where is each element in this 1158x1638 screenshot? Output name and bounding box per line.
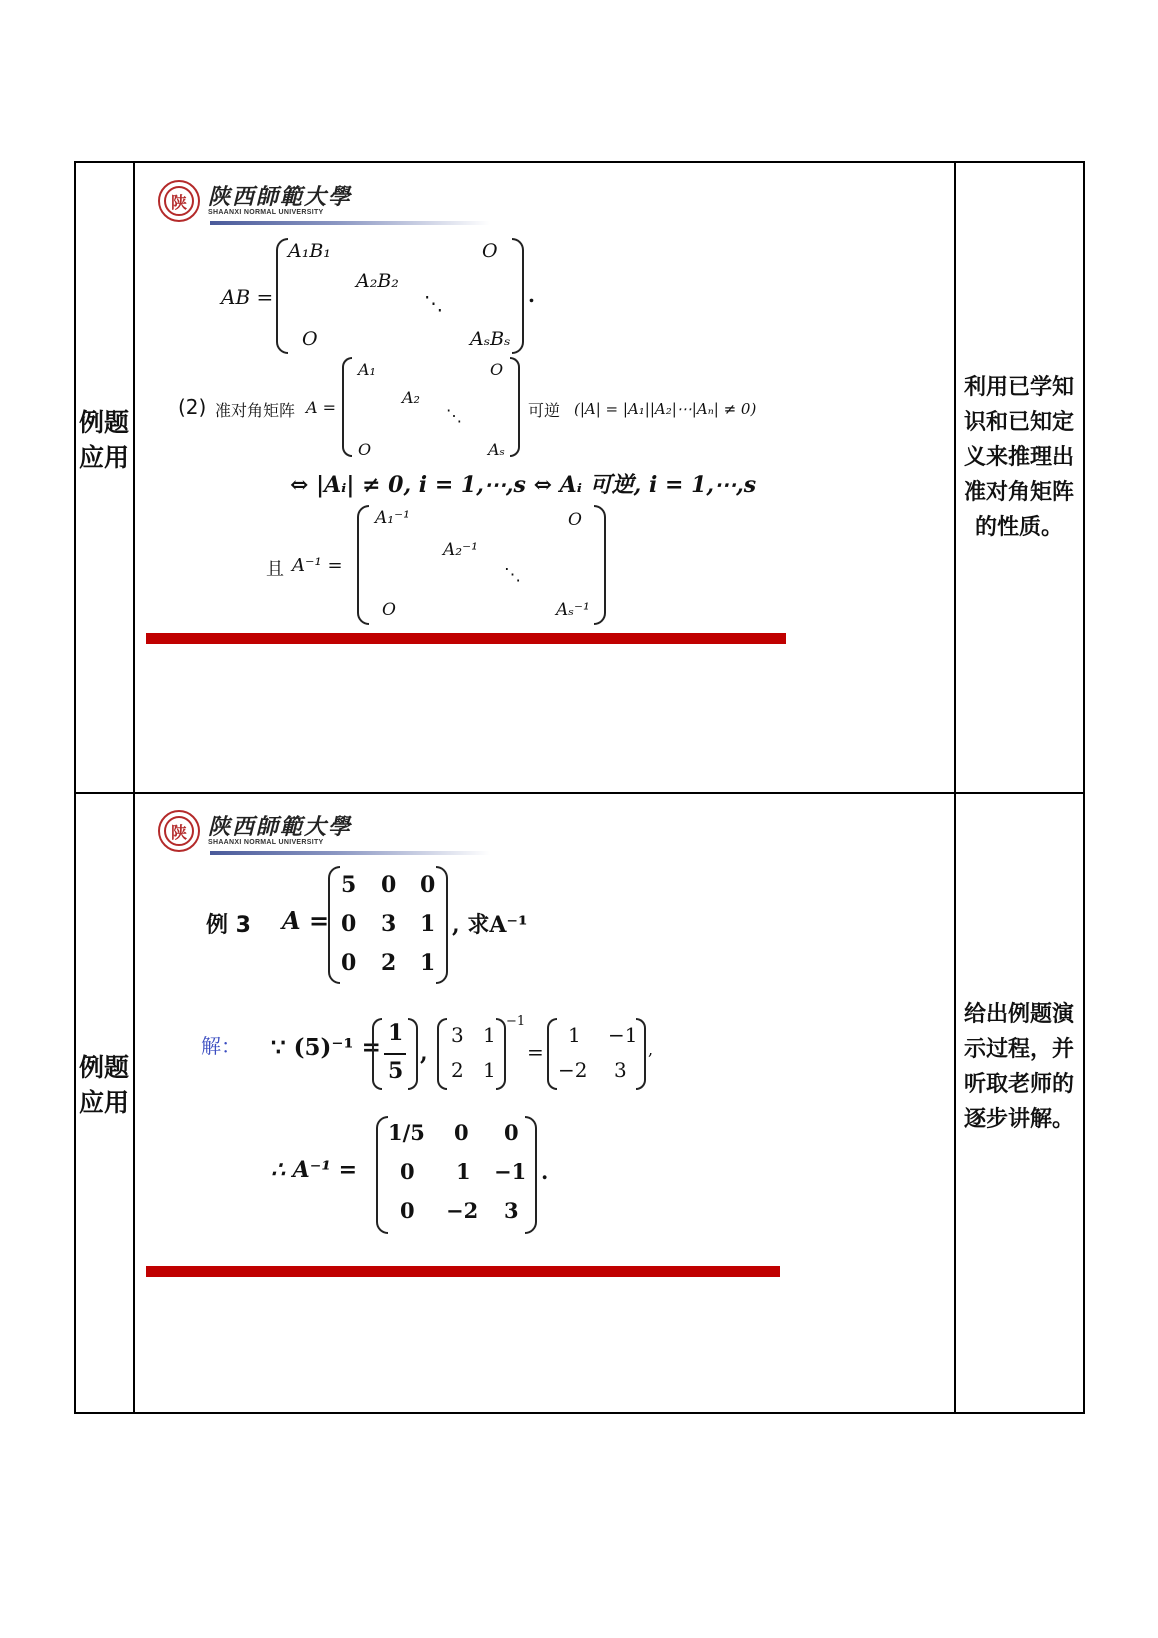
column-divider [133,163,135,1412]
matrix-entry: O [568,510,582,530]
university-name-en: SHAANXI NORMAL UNIVERSITY [208,838,324,846]
row-label: 例题应用 [78,1053,129,1117]
matrix-entry: Aₛ [488,440,505,459]
exponent: −1 [506,1014,526,1029]
det-condition: (|A| = |A₁||A₂|⋯|Aₙ| ≠ 0) [574,400,757,418]
matrix-dots: ⋱ [504,565,521,585]
matrix-cell: 1 [420,950,436,976]
header-gradient-bar [210,221,490,225]
matrix-cell: 0 [341,950,357,976]
example-label: 例 3 [206,913,251,938]
matrix-cell: 1 [568,1023,581,1047]
equals: = [527,1040,544,1064]
right-paren [436,866,448,984]
right-paren [525,1116,537,1234]
right-paren [408,1018,418,1090]
because-expr: ∵ (5)⁻¹ = [271,1034,381,1061]
period: . [528,283,535,307]
matrix-cell: 0 [381,872,397,898]
comma: , [420,1040,428,1066]
footer-red-bar [146,1266,780,1277]
university-seal-icon: 陕 [158,180,200,222]
item-lhs: A = [306,398,337,417]
matrix-dots: ⋱ [424,293,443,315]
matrix-entry: O [302,328,318,350]
therefore-expr: ∴ A⁻¹ = [271,1157,358,1183]
left-paren [372,1018,382,1090]
left-paren [342,357,352,457]
left-paren [328,866,340,984]
invertible-label: 可逆 [528,401,561,420]
matrix-entry: A₁ [358,360,376,379]
example-ask: , 求A⁻¹ [452,912,528,938]
teaching-note: 利用已学知识和已知定义来推理出准对角矩阵的性质。 [963,375,1074,540]
matrix-cell: 1 [483,1058,496,1082]
university-name-cn: 陕西師範大學 [208,813,353,840]
matrix-cell: −2 [446,1198,479,1223]
matrix-cell: 2 [381,950,397,976]
matrix-cell: 0 [400,1198,415,1223]
right-paren [510,357,520,457]
left-paren [547,1018,557,1090]
fraction-numerator: 1 [388,1020,404,1046]
matrix-cell: 1/5 [388,1120,425,1145]
university-name-cn: 陕西師範大學 [208,183,353,210]
inverse-lhs: A⁻¹ = [292,555,343,576]
period: . [541,1159,549,1184]
university-logo [158,180,352,222]
matrix-cell: 0 [454,1120,469,1145]
right-paren [496,1018,506,1090]
matrix-entry: A₁⁻¹ [375,508,410,528]
fraction-bar [384,1053,406,1055]
matrix-cell: 0 [400,1159,415,1184]
matrix-cell: 1 [483,1023,496,1047]
matrix-cell: 0 [341,911,357,937]
matrix-entry: O [490,360,504,379]
matrix-cell: 3 [504,1198,519,1223]
matrix-entry: Aₛ⁻¹ [556,600,590,620]
right-paren [636,1018,646,1090]
comma: , [648,1040,654,1059]
matrix-cell: 3 [614,1058,627,1082]
matrix-cell: 3 [381,911,397,937]
item-number: (2) [178,395,207,419]
university-name-en: SHAANXI NORMAL UNIVERSITY [208,208,324,216]
example-lhs: A = [282,906,330,935]
matrix-cell: 0 [504,1120,519,1145]
teaching-note: 给出例题演示过程，并听取老师的逐步讲解。 [963,1002,1074,1132]
item-text: 准对角矩阵 [215,401,296,420]
right-paren [594,505,606,625]
equiv-line: ⇔ |Aᵢ| ≠ 0, i = 1,⋯,s ⇔ Aᵢ 可逆, i = 1,⋯,s [290,472,757,498]
matrix-cell: 3 [451,1023,464,1047]
column-divider [954,163,956,1412]
left-paren [276,238,288,354]
matrix-cell: 5 [341,872,357,898]
matrix-entry: AₛBₛ [470,328,511,350]
footer-red-bar [146,633,786,644]
matrix-entry: A₂ [402,388,420,407]
lesson-table [74,161,1085,1414]
matrix-entry: O [358,440,372,459]
matrix-entry: A₂⁻¹ [443,540,478,560]
matrix-entry: O [482,240,498,262]
header-gradient-bar [210,851,490,855]
matrix-cell: 1 [456,1159,471,1184]
matrix-entry: O [382,600,396,620]
matrix-cell: 2 [451,1058,464,1082]
right-paren [512,238,524,354]
matrix-dots: ⋱ [446,406,462,425]
fraction-denominator: 5 [388,1058,404,1084]
left-paren [437,1018,447,1090]
ab-lhs: AB = [221,285,274,309]
university-seal-icon: 陕 [158,810,200,852]
matrix-cell: 0 [420,872,436,898]
row-label: 例题应用 [78,408,129,472]
left-paren [376,1116,388,1234]
matrix-cell: −1 [494,1159,527,1184]
solution-label: 解： [201,1034,241,1058]
row-divider [76,792,1083,794]
matrix-cell: −2 [558,1058,588,1082]
matrix-cell: 1 [420,911,436,937]
matrix-entry: A₂B₂ [356,270,399,292]
matrix-entry: A₁B₁ [288,240,331,262]
matrix-cell: −1 [608,1023,638,1047]
inverse-prefix: 且 [266,559,284,580]
left-paren [357,505,369,625]
university-logo [158,810,352,852]
